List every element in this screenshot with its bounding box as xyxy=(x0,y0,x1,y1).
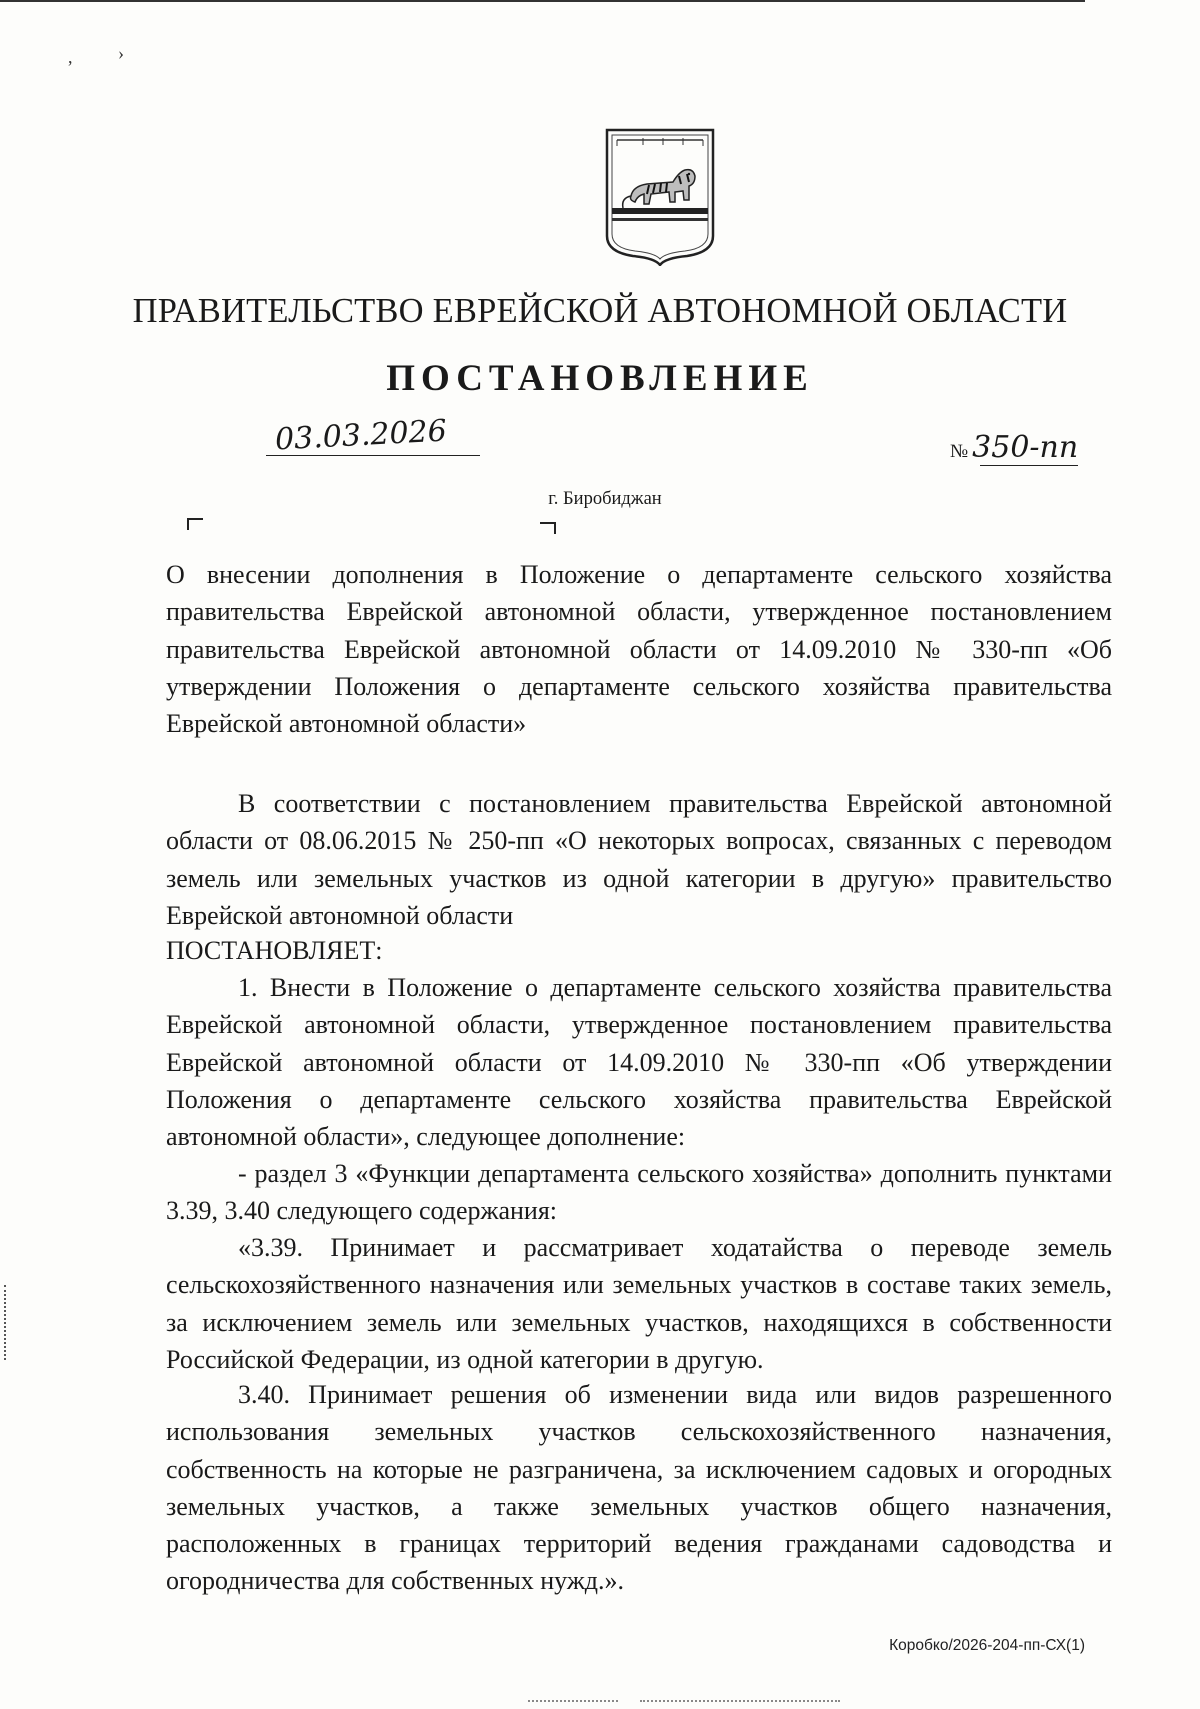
clause-3-39-paragraph xyxy=(166,1229,1112,1378)
clause-3-40-paragraph xyxy=(166,1376,1112,1600)
resolves-heading: ПОСТАНОВЛЯЕТ: xyxy=(166,936,383,965)
government-name: ПРАВИТЕЛЬСТВО ЕВРЕЙСКОЙ АВТОНОМНОЙ ОБЛАСТИ xyxy=(132,292,1068,330)
decree-date: 03.03.2026 xyxy=(274,413,448,458)
clause-3-39-text: «3.39. Принимает и рассматривает ходатайства о переводе земель сельскохозяйственного назначения или земельных участков в составе таких земель, за исключением земель или земельных участков, находящихся в собственности Российской Федерации, из одной категории в другую. xyxy=(166,1233,1112,1374)
scan-edge-line xyxy=(0,0,1085,2)
scan-speck: , xyxy=(68,47,73,67)
item-1-text: 1. Внести в Положение о департаменте сельского хозяйства правительства Еврейской автономной области, утвержденное постановлением правительства Еврейской автономной области от 14.09.2010 № 330-пп «Об утверждении Положения о департаменте сельского хозяйства правительства Еврейской автономной области», следующее дополнение: xyxy=(166,973,1112,1152)
preamble-paragraph xyxy=(166,785,1112,934)
tiger-coat-of-arms-icon xyxy=(603,128,717,266)
scan-margin-mark xyxy=(4,1285,6,1360)
document-type-title: ПОСТАНОВЛЕНИЕ xyxy=(386,358,814,399)
number-sign: № xyxy=(950,441,969,462)
section-3-text: - раздел 3 «Функции департамента сельского хозяйства» дополнить пунктами 3.39, 3.40 следующего содержания: xyxy=(166,1159,1112,1226)
document-reference-footer: Коробко/2026-204-пп-СХ(1) xyxy=(889,1637,1085,1654)
decree-subject: О внесении дополнения в Положение о департаменте сельского хозяйства правительства Еврейской автономной области, утвержденное постановлением правительства Еврейской автономной области от 14.09.2010 № 330-пп «Об утверждении Положения о департаменте сельского хозяйства правительства Еврейской автономной области» xyxy=(166,560,1112,739)
subject-bracket-left xyxy=(187,518,203,530)
section-3-paragraph xyxy=(166,1155,1112,1230)
preamble-text: В соответствии с постановлением правительства Еврейской автономной области от 08.06.2015 № 250-пп «О некоторых вопросах, связанных с переводом земель или земельных участков из одной категории в другую» правительство Еврейской автономной области xyxy=(166,789,1112,930)
scan-speck: › xyxy=(118,43,124,63)
subject-bracket-right xyxy=(540,522,556,534)
item-1-paragraph xyxy=(166,969,1112,1155)
number-underline xyxy=(980,465,1078,466)
scan-noise xyxy=(528,1700,618,1702)
clause-3-40-text: 3.40. Принимает решения об изменении вида или видов разрешенного использования земельных участков сельскохозяйственного назначения, собственность на которые не разграничена, за исключением садовых и огородных земельных участков, а также земельных участков общего назначения, расположенных в границах территорий ведения гражданами садоводства и огородничества для собственных нужд.». xyxy=(166,1380,1112,1596)
scan-noise xyxy=(640,1700,840,1702)
city-name: г. Биробиджан xyxy=(548,489,662,509)
decree-number-block xyxy=(950,430,1078,465)
decree-number: 350-пп xyxy=(972,430,1079,465)
date-underline xyxy=(266,455,480,456)
